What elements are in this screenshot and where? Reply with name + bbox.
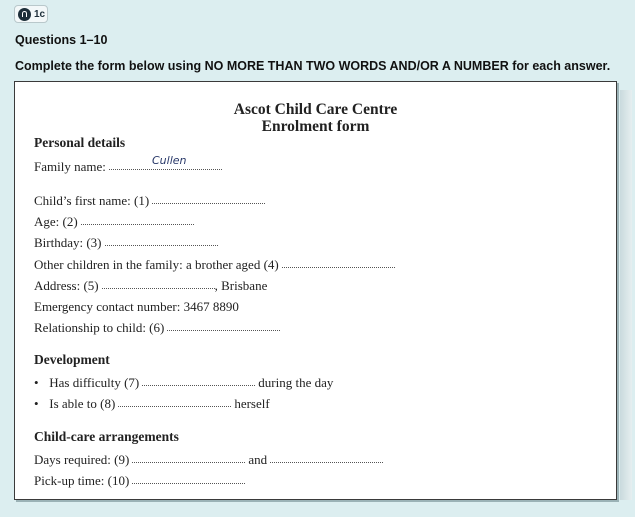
days-row xyxy=(34,452,386,468)
other-children-row xyxy=(34,257,398,273)
answer-blank-9b[interactable] xyxy=(270,462,383,463)
days-joiner: and xyxy=(248,452,268,467)
family-name-blank[interactable] xyxy=(109,169,222,170)
address-row xyxy=(34,278,267,294)
relationship-row xyxy=(34,320,283,336)
development-heading: Development xyxy=(34,352,110,367)
development-item-2 xyxy=(34,396,270,412)
first-name-label: Child’s first name: (1) xyxy=(34,193,150,208)
track-number: 1c xyxy=(34,8,46,20)
able-to-suffix: herself xyxy=(234,396,270,411)
enrolment-form xyxy=(14,81,617,500)
answer-blank-5[interactable] xyxy=(102,288,215,289)
difficulty-label: Has difficulty (7) xyxy=(49,375,140,390)
family-name-label: Family name: xyxy=(34,159,106,174)
days-label: Days required: (9) xyxy=(34,452,130,467)
answer-blank-2[interactable] xyxy=(81,224,194,225)
answer-blank-4[interactable] xyxy=(282,267,395,268)
form-title xyxy=(15,101,616,135)
emergency-contact-row: Emergency contact number: 3467 8890 xyxy=(34,299,239,314)
birthday-row xyxy=(34,235,221,251)
answer-blank-7[interactable] xyxy=(142,385,255,386)
development-item-1 xyxy=(34,375,333,391)
difficulty-suffix: during the day xyxy=(258,375,334,390)
address-suffix: , Brisbane xyxy=(214,278,268,293)
address-label: Address: (5) xyxy=(34,278,99,293)
form-title-line2: Enrolment form xyxy=(261,118,370,135)
able-to-label: Is able to (8) xyxy=(49,396,116,411)
relationship-label: Relationship to child: (6) xyxy=(34,320,165,335)
birthday-label: Birthday: (3) xyxy=(34,235,102,250)
questions-heading: Questions 1–10 xyxy=(15,33,108,47)
headphones-icon xyxy=(18,8,31,21)
answer-blank-3[interactable] xyxy=(105,245,218,246)
arrangements-heading: Child-care arrangements xyxy=(34,429,179,444)
age-row xyxy=(34,214,197,230)
answer-blank-8[interactable] xyxy=(118,406,231,407)
pickup-row xyxy=(34,473,248,489)
instruction-text: Complete the form below using NO MORE THAN TWO WORDS AND/OR A NUMBER for each answer. xyxy=(15,59,611,73)
answer-blank-10[interactable] xyxy=(132,483,245,484)
family-name-answer: Cullen xyxy=(152,154,187,167)
other-children-label: Other children in the family: a brother aged (4) xyxy=(34,257,279,272)
answer-blank-9a[interactable] xyxy=(132,462,245,463)
audio-track-badge[interactable] xyxy=(14,5,48,23)
first-name-row xyxy=(34,193,268,209)
age-label: Age: (2) xyxy=(34,214,78,229)
family-name-row xyxy=(34,159,225,175)
answer-blank-1[interactable] xyxy=(152,203,265,204)
page-edge xyxy=(620,90,632,500)
personal-details-heading: Personal details xyxy=(34,135,126,150)
form-title-line1: Ascot Child Care Centre xyxy=(233,101,398,118)
answer-blank-6[interactable] xyxy=(167,330,280,331)
pickup-label: Pick-up time: (10) xyxy=(34,473,130,488)
